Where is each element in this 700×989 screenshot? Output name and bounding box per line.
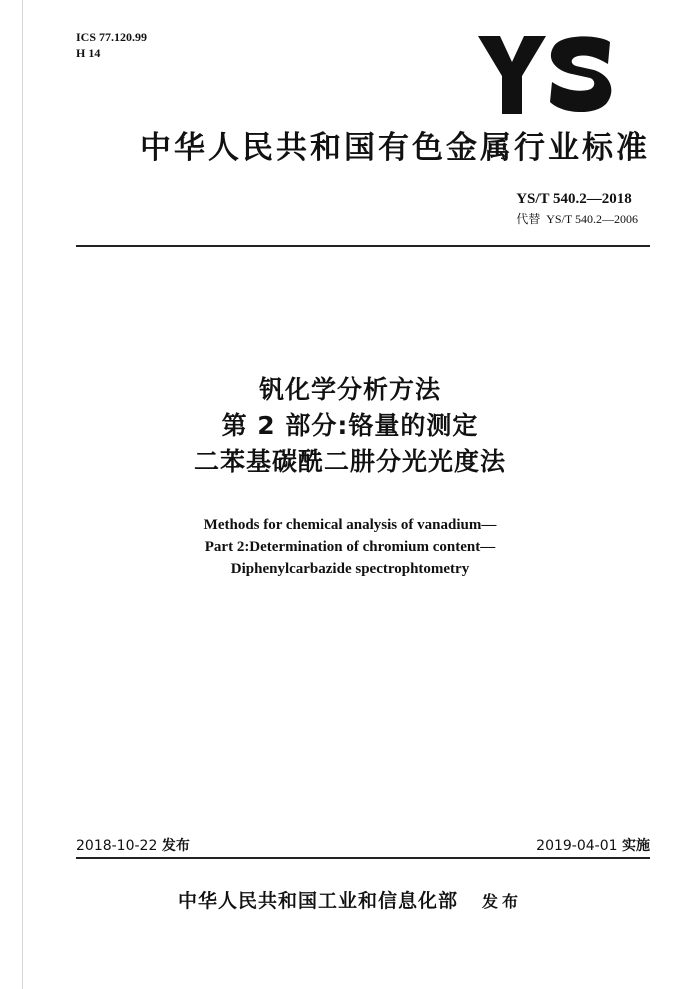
implement-date-group — [536, 835, 650, 855]
cn-title-line-3: 二苯基碳酰二肼分光光度法 — [193, 447, 506, 476]
implement-date: 2019-04-01 — [536, 838, 618, 854]
cn-title-line-1: 钒化学分析方法 — [258, 375, 441, 404]
issuer-line — [0, 886, 700, 913]
classification-block — [76, 29, 147, 61]
replaces-line — [516, 210, 644, 228]
issuer-name: 中华人民共和国工业和信息化部 — [177, 890, 458, 912]
en-title-line-3: Diphenylcarbazide spectrophtometry — [230, 561, 470, 577]
standard-code: YS/T 540.2—2018 — [516, 191, 632, 207]
date-row — [76, 835, 650, 857]
issue-label: 发布 — [161, 838, 190, 854]
issue-date-group — [76, 835, 190, 855]
standard-category-title: 中华人民共和国有色金属行业标准 — [140, 130, 650, 166]
ys-logo — [478, 36, 612, 114]
chinese-title — [0, 372, 700, 480]
en-title-line-2: Part 2:Determination of chromium content— — [204, 539, 496, 555]
header-divider — [76, 245, 650, 247]
en-title-line-1: Methods for chemical analysis of vanadium— — [203, 517, 497, 533]
issuer-issue-word: 发布 — [482, 892, 523, 911]
ics-number: ICS 77.120.99 — [76, 30, 148, 44]
issue-date: 2018-10-22 — [76, 838, 158, 854]
implement-label: 实施 — [622, 838, 650, 854]
cn-title-line-2: 第 2 部分:铬量的测定 — [221, 411, 479, 440]
ccs-number: H 14 — [76, 46, 101, 60]
replaces-code: YS/T 540.2—2006 — [546, 212, 638, 226]
english-title — [0, 514, 700, 580]
replaces-label: 代替 — [516, 212, 541, 226]
standard-code-block — [516, 190, 644, 228]
page-edge-line — [22, 0, 23, 989]
footer-divider — [76, 857, 650, 859]
